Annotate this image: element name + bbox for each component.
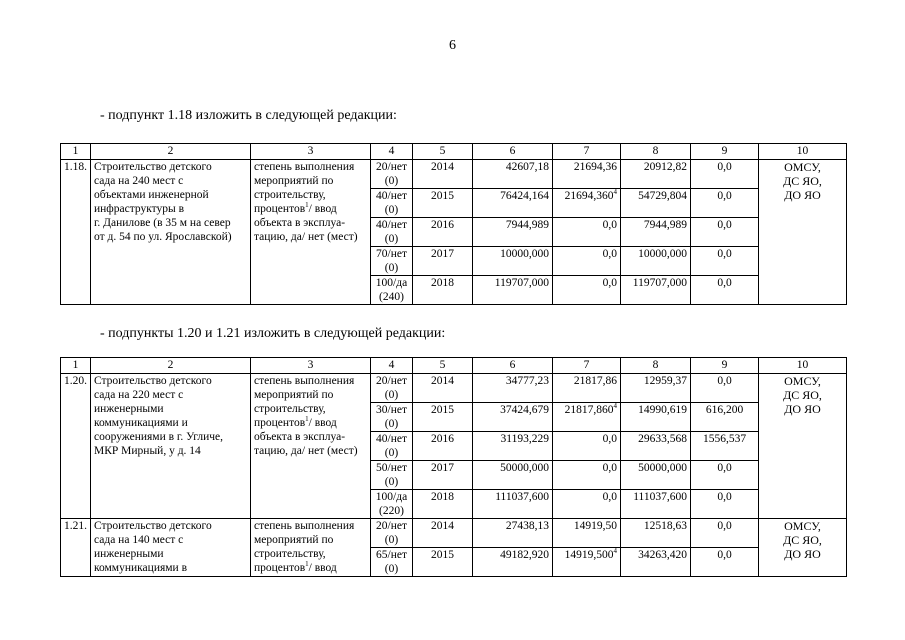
regional-amount: 54729,804 bbox=[621, 189, 691, 218]
header-cell: 1 bbox=[61, 358, 91, 374]
footnote-mark: 1 bbox=[305, 560, 309, 569]
header-cell: 4 bbox=[371, 358, 413, 374]
item-indicator bbox=[251, 519, 371, 577]
header-cell: 8 bbox=[621, 144, 691, 160]
cell-line: процентов$^1$/ ввод bbox=[254, 415, 337, 429]
table-row bbox=[61, 160, 847, 189]
cell-line: коммуникациями и bbox=[94, 417, 188, 429]
regional-amount: 12959,37 bbox=[621, 374, 691, 403]
indicator-value: 20/нет (0) bbox=[371, 519, 413, 548]
indicator-value: 40/нет (0) bbox=[371, 432, 413, 461]
cell-line: инфраструктуры в bbox=[94, 203, 185, 215]
cell-line: мероприятий по bbox=[254, 175, 334, 187]
cell-line: процентов$^1$/ ввод bbox=[254, 201, 337, 215]
header-cell: 3 bbox=[251, 144, 371, 160]
year-cell: 2018 bbox=[413, 276, 473, 305]
cell-line: ОМСУ, bbox=[784, 519, 821, 533]
cell-line: Строительство детского bbox=[94, 520, 212, 532]
responsible-org bbox=[759, 374, 847, 519]
cell-line: коммуникациями в bbox=[94, 562, 187, 574]
cell-line: сооружениями в г. Угличе, bbox=[94, 431, 223, 443]
cell-line: Строительство детского bbox=[94, 161, 212, 173]
table-row bbox=[61, 374, 847, 403]
cell-line: ДС ЯО, bbox=[783, 388, 822, 402]
total-amount: 111037,600 bbox=[473, 490, 553, 519]
cell-line: МКР Мирный, у д. 14 bbox=[94, 445, 201, 457]
indicator-value: 65/нет (0) bbox=[371, 548, 413, 577]
cell-line: мероприятий по bbox=[254, 389, 334, 401]
federal-amount: 0,0 bbox=[553, 432, 621, 461]
regional-amount: 111037,600 bbox=[621, 490, 691, 519]
year-cell: 2017 bbox=[413, 461, 473, 490]
total-amount: 27438,13 bbox=[473, 519, 553, 548]
cell-line: строительству, bbox=[254, 548, 326, 560]
cell-line: сада на 140 мест с bbox=[94, 534, 184, 546]
item-name bbox=[91, 519, 251, 577]
item-name bbox=[91, 374, 251, 519]
program-table bbox=[60, 143, 847, 305]
cell-line: Строительство детского bbox=[94, 375, 212, 387]
indicator-value: 30/нет (0) bbox=[371, 403, 413, 432]
footnote-mark: 4 bbox=[613, 188, 617, 197]
header-cell: 1 bbox=[61, 144, 91, 160]
header-row bbox=[61, 144, 847, 160]
cell-line: ДО ЯО bbox=[784, 188, 821, 202]
cell-line: степень выполнения bbox=[254, 161, 355, 173]
cell-line: инженерными bbox=[94, 403, 164, 415]
header-cell: 6 bbox=[473, 358, 553, 374]
local-amount: 616,200 bbox=[691, 403, 759, 432]
local-amount: 0,0 bbox=[691, 160, 759, 189]
cell-line: сада на 240 мест с bbox=[94, 175, 184, 187]
header-cell: 7 bbox=[553, 358, 621, 374]
federal-amount: 0,0 bbox=[553, 461, 621, 490]
footnote-mark: 4 bbox=[613, 402, 617, 411]
responsible-org bbox=[759, 519, 847, 577]
cell-line: г. Данилове (в 35 м на север bbox=[94, 217, 231, 229]
cell-line: объектами инженерной bbox=[94, 189, 209, 201]
indicator-value: 20/нет (0) bbox=[371, 160, 413, 189]
header-cell: 9 bbox=[691, 144, 759, 160]
cell-line: сада на 220 мест с bbox=[94, 389, 184, 401]
indicator-value: 70/нет (0) bbox=[371, 247, 413, 276]
header-cell: 2 bbox=[91, 144, 251, 160]
regional-amount: 29633,568 bbox=[621, 432, 691, 461]
federal-amount: 21817,86 bbox=[553, 374, 621, 403]
cell-line: ДО ЯО bbox=[784, 402, 821, 416]
year-cell: 2015 bbox=[413, 403, 473, 432]
regional-amount: 34263,420 bbox=[621, 548, 691, 577]
cell-line: мероприятий по bbox=[254, 534, 334, 546]
cell-line: инженерными bbox=[94, 548, 164, 560]
cell-line: объекта в эксплуа- bbox=[254, 217, 346, 229]
federal-amount: 21694,36 bbox=[553, 160, 621, 189]
regional-amount: 10000,000 bbox=[621, 247, 691, 276]
cell-line: процентов$^1$/ ввод bbox=[254, 560, 337, 574]
local-amount: 0,0 bbox=[691, 247, 759, 276]
local-amount: 0,0 bbox=[691, 276, 759, 305]
total-amount: 42607,18 bbox=[473, 160, 553, 189]
item-number: 1.21. bbox=[61, 519, 91, 577]
table-row bbox=[61, 519, 847, 548]
cell-line: степень выполнения bbox=[254, 520, 355, 532]
local-amount: 0,0 bbox=[691, 189, 759, 218]
local-amount: 0,0 bbox=[691, 519, 759, 548]
header-cell: 5 bbox=[413, 144, 473, 160]
header-cell: 10 bbox=[759, 358, 847, 374]
regional-amount: 7944,989 bbox=[621, 218, 691, 247]
header-cell: 2 bbox=[91, 358, 251, 374]
cell-line: строительству, bbox=[254, 403, 326, 415]
year-cell: 2016 bbox=[413, 218, 473, 247]
cell-line: от д. 54 по ул. Ярославской) bbox=[94, 231, 232, 243]
total-amount: 76424,164 bbox=[473, 189, 553, 218]
year-cell: 2017 bbox=[413, 247, 473, 276]
footnote-mark: 1 bbox=[305, 415, 309, 424]
federal-amount: 21817,860$^4$ bbox=[553, 403, 621, 432]
header-row bbox=[61, 358, 847, 374]
year-cell: 2014 bbox=[413, 374, 473, 403]
cell-line: ОМСУ, bbox=[784, 160, 821, 174]
year-cell: 2016 bbox=[413, 432, 473, 461]
item-indicator bbox=[251, 374, 371, 519]
cell-line: тацию, да/ нет (мест) bbox=[254, 231, 358, 243]
cell-line: объекта в эксплуа- bbox=[254, 431, 346, 443]
year-cell: 2015 bbox=[413, 548, 473, 577]
indicator-value: 20/нет (0) bbox=[371, 374, 413, 403]
item-indicator bbox=[251, 160, 371, 305]
federal-amount: 0,0 bbox=[553, 490, 621, 519]
cell-line: степень выполнения bbox=[254, 375, 355, 387]
year-cell: 2014 bbox=[413, 160, 473, 189]
section-heading: - подпункты 1.20 и 1.21 изложить в следующей редакции: bbox=[100, 326, 446, 341]
header-cell: 6 bbox=[473, 144, 553, 160]
local-amount: 0,0 bbox=[691, 374, 759, 403]
year-cell: 2018 bbox=[413, 490, 473, 519]
local-amount: 1556,537 bbox=[691, 432, 759, 461]
section-heading: - подпункт 1.18 изложить в следующей редакции: bbox=[100, 108, 397, 123]
header-cell: 4 bbox=[371, 144, 413, 160]
local-amount: 0,0 bbox=[691, 461, 759, 490]
total-amount: 37424,679 bbox=[473, 403, 553, 432]
cell-line: строительству, bbox=[254, 189, 326, 201]
item-number: 1.18. bbox=[61, 160, 91, 305]
footnote-mark: 1 bbox=[305, 201, 309, 210]
federal-amount: 0,0 bbox=[553, 247, 621, 276]
header-cell: 7 bbox=[553, 144, 621, 160]
regional-amount: 12518,63 bbox=[621, 519, 691, 548]
federal-amount: 0,0 bbox=[553, 276, 621, 305]
cell-line: ОМСУ, bbox=[784, 374, 821, 388]
indicator-value: 100/да (220) bbox=[371, 490, 413, 519]
regional-amount: 20912,82 bbox=[621, 160, 691, 189]
indicator-value: 100/да (240) bbox=[371, 276, 413, 305]
local-amount: 0,0 bbox=[691, 490, 759, 519]
header-cell: 8 bbox=[621, 358, 691, 374]
federal-amount: 14919,50 bbox=[553, 519, 621, 548]
cell-line: ДС ЯО, bbox=[783, 174, 822, 188]
indicator-value: 50/нет (0) bbox=[371, 461, 413, 490]
total-amount: 34777,23 bbox=[473, 374, 553, 403]
item-name bbox=[91, 160, 251, 305]
cell-line: ДС ЯО, bbox=[783, 533, 822, 547]
regional-amount: 14990,619 bbox=[621, 403, 691, 432]
page-number: 6 bbox=[449, 38, 456, 53]
header-cell: 5 bbox=[413, 358, 473, 374]
total-amount: 10000,000 bbox=[473, 247, 553, 276]
regional-amount: 119707,000 bbox=[621, 276, 691, 305]
total-amount: 31193,229 bbox=[473, 432, 553, 461]
responsible-org bbox=[759, 160, 847, 305]
local-amount: 0,0 bbox=[691, 548, 759, 577]
total-amount: 50000,000 bbox=[473, 461, 553, 490]
federal-amount: 0,0 bbox=[553, 218, 621, 247]
total-amount: 49182,920 bbox=[473, 548, 553, 577]
footnote-mark: 4 bbox=[613, 547, 617, 556]
year-cell: 2014 bbox=[413, 519, 473, 548]
program-table bbox=[60, 357, 847, 577]
regional-amount: 50000,000 bbox=[621, 461, 691, 490]
total-amount: 119707,000 bbox=[473, 276, 553, 305]
federal-amount: 21694,360$^4$ bbox=[553, 189, 621, 218]
cell-line: тацию, да/ нет (мест) bbox=[254, 445, 358, 457]
header-cell: 10 bbox=[759, 144, 847, 160]
header-cell: 9 bbox=[691, 358, 759, 374]
item-number: 1.20. bbox=[61, 374, 91, 519]
cell-line: ДО ЯО bbox=[784, 547, 821, 561]
local-amount: 0,0 bbox=[691, 218, 759, 247]
header-cell: 3 bbox=[251, 358, 371, 374]
indicator-value: 40/нет (0) bbox=[371, 189, 413, 218]
total-amount: 7944,989 bbox=[473, 218, 553, 247]
federal-amount: 14919,500$^4$ bbox=[553, 548, 621, 577]
year-cell: 2015 bbox=[413, 189, 473, 218]
indicator-value: 40/нет (0) bbox=[371, 218, 413, 247]
